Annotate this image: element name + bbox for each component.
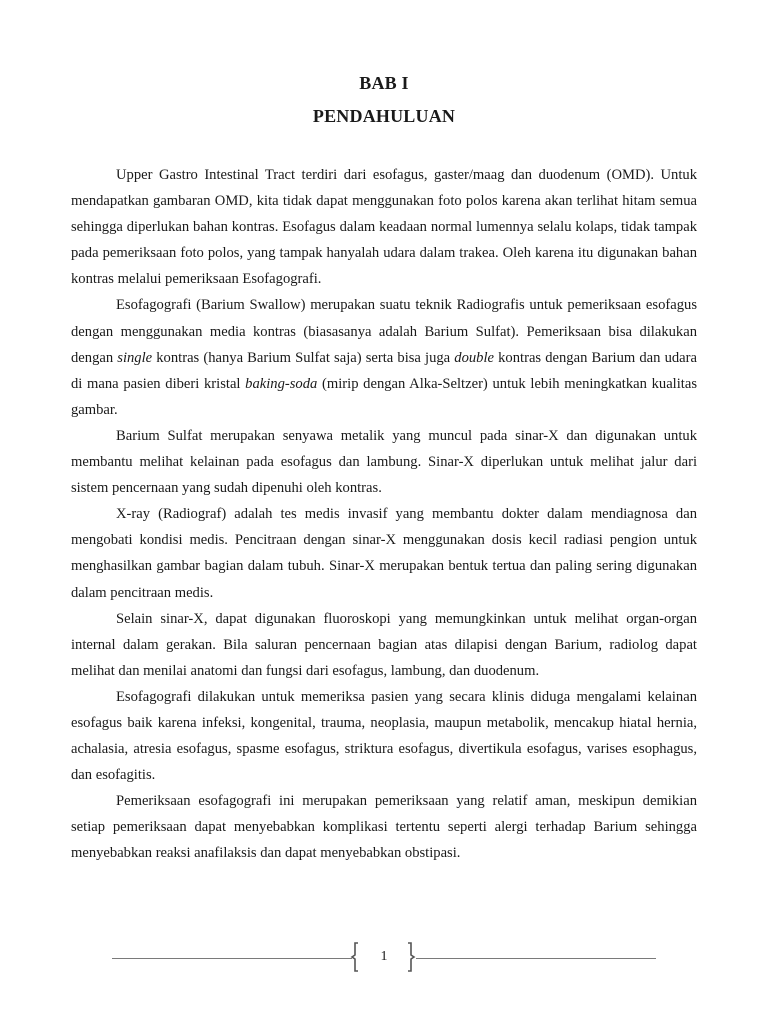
paragraph-text: X-ray (Radiograf) adalah tes medis invasif yang membantu dokter dalam mendiagnosa dan mengobati kondisi medis. Pencitraan dengan sinar-X menggunakan dosis kecil radiasi pengion untuk menghasilkan gambar bagian dalam tubuh. Sinar-X merupakan bentuk tertua dan paling sering digunakan dalam pencitraan medis. [71, 506, 697, 601]
paragraph-text: Pemeriksaan esofagografi ini merupakan pemeriksaan yang relatif aman, meskipun demikian setiap pemeriksaan dapat menyebabkan komplikasi tertentu seperti alergi terhadap Barium sehingga menyebabkan reaksi anafilaksis dan dapat menyebabkan obstipasi. [71, 793, 697, 862]
right-curly-bracket-icon [406, 942, 416, 972]
left-curly-bracket-icon [350, 942, 360, 972]
italic-term: single [117, 349, 153, 366]
paragraph [71, 501, 697, 605]
paragraph-text: kontras (hanya Barium Sulfat saja) serta bisa juga [152, 349, 455, 366]
paragraph-text: Selain sinar-X, dapat digunakan fluoroskopi yang memungkinkan untuk melihat organ-organ internal dalam gerakan. Bila saluran pencernaan bagian atas dilapisi dengan Barium, radiolog dapat melihat dan menilai anatomi dan fungsi dari esofagus, lambung, dan duodenum. [71, 610, 697, 679]
paragraph-text: (mirip dengan Alka-Seltzer) untuk lebih meningkatkan kualitas gambar. [71, 375, 698, 418]
page-number: 1 [380, 949, 388, 964]
paragraph [71, 606, 697, 684]
paragraph [71, 423, 697, 501]
paragraph-text: Upper Gastro Intestinal Tract terdiri dari esofagus, gaster/maag dan duodenum (OMD). Untuk mendapatkan gambaran OMD, kita tidak dapat menggunakan foto polos karena akan terlihat hitam semua sehingga diperlukan bahan kontras. Esofagus dalam keadaan normal lumennya selalu kolaps, tidak tampak pada pemeriksaan foto polos, yang tampak hanyalah udara dalam trakea. Oleh karena itu digunakan bahan kontras melalui pemeriksaan Esofagografi. [71, 167, 697, 288]
paragraph-text: Esofagografi (Barium Swallow) merupakan suatu teknik Radiografis untuk pemeriksaan esofagus dengan menggunakan media kontras (biasasanya adalah Barium Sulfat). Pemeriksaan bisa dilakukan dengan [71, 297, 697, 366]
chapter-heading: BAB I [359, 73, 409, 93]
body-text [71, 162, 697, 867]
paragraph [71, 292, 697, 422]
footer-rule-right [416, 958, 656, 959]
italic-term: double [454, 349, 495, 366]
italic-term: baking-soda [245, 375, 318, 392]
paragraph [71, 684, 697, 788]
chapter-title: PENDAHULUAN [312, 106, 456, 126]
paragraph-text: kontras dengan Barium dan udara di mana pasien diberi kristal [71, 349, 697, 392]
footer-rule-left [112, 958, 352, 959]
paragraph [71, 162, 697, 292]
paragraph [71, 788, 697, 866]
paragraph-text: Esofagografi dilakukan untuk memeriksa pasien yang secara klinis diduga mengalami kelainan esofagus baik karena infeksi, kongenital, trauma, neoplasia, maupun metabolik, mencakup hiatal hernia, achalasia, atresia esofagus, spasme esofagus, striktura esofagus, divertikula esofagus, varises esophagus, dan esofagitis. [71, 688, 697, 784]
page-footer [0, 942, 768, 976]
paragraph-text: Barium Sulfat merupakan senyawa metalik yang muncul pada sinar-X dan digunakan untuk membantu melihat kelainan pada esofagus dan lambung. Sinar-X diperlukan untuk melihat jalur dari sistem pencernaan yang sudah dipenuhi oleh kontras. [71, 427, 697, 497]
